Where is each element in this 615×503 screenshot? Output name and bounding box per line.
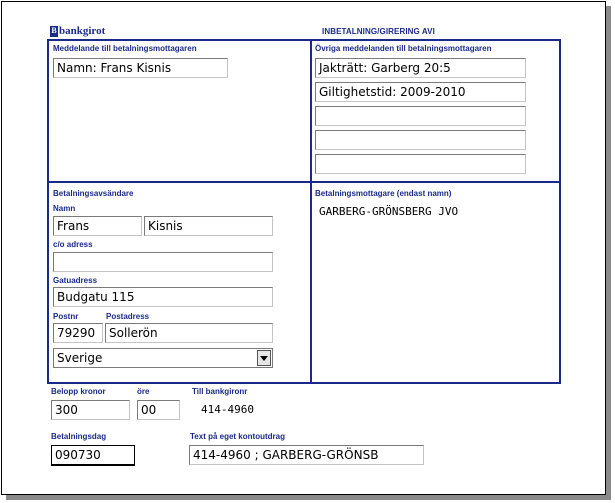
co-address-input[interactable] (53, 252, 273, 272)
dropdown-button[interactable] (257, 350, 271, 366)
country-select[interactable] (53, 348, 273, 368)
section-divider (49, 181, 559, 183)
brand-name: bankgirot (59, 25, 106, 37)
recipient-name: GARBERG-GRÖNSBERG JVO (319, 205, 459, 218)
other-message-line-4[interactable] (315, 130, 526, 150)
first-name-input[interactable]: Frans (53, 216, 142, 236)
postnr-label: Postnr (53, 312, 79, 321)
other-message-line-1[interactable]: Jakträtt: Garberg 20:5 (315, 58, 526, 78)
other-message-line-3[interactable] (315, 106, 526, 126)
amount-kronor-label: Belopp kronor (51, 387, 106, 396)
other-messages-label: Övriga meddelanden till betalningsmottagaren (315, 44, 492, 53)
payer-section-label: Betalningsavsändare (53, 189, 134, 198)
form-title: INBETALNING/GIRERING AVI (322, 27, 435, 36)
other-message-line-2[interactable]: Giltighetstid: 2009-2010 (315, 82, 526, 102)
street-input[interactable]: Budgatu 115 (53, 287, 273, 307)
bankgiro-number: 414-4960 (201, 403, 254, 416)
message-input[interactable]: Namn: Frans Kisnis (53, 58, 228, 78)
postadress-label: Postadress (106, 312, 150, 321)
amount-ore-input[interactable]: 00 (137, 400, 180, 420)
bankgirot-logo (50, 25, 105, 37)
statement-text-input[interactable]: 414-4960 ; GARBERG-GRÖNSB (189, 445, 424, 465)
payment-day-input[interactable]: 090730 (51, 445, 135, 466)
last-name-input[interactable]: Kisnis (144, 216, 273, 236)
recipient-label: Betalningsmottagare (endast namn) (315, 189, 452, 198)
co-address-label: c/o adress (53, 240, 93, 249)
statement-text-label: Text på eget kontoutdrag (190, 432, 285, 441)
other-message-line-5[interactable] (315, 154, 526, 174)
bankgiro-label: Till bankgironr (192, 387, 248, 396)
postnr-input[interactable]: 79290 (53, 323, 103, 343)
street-label: Gatuadress (53, 276, 98, 285)
column-divider (310, 41, 312, 382)
name-label: Namn (53, 204, 76, 213)
amount-kronor-input[interactable]: 300 (51, 400, 130, 420)
chevron-down-icon (260, 356, 268, 361)
country-select-value: Sverige (57, 351, 103, 365)
postadress-input[interactable]: Sollerön (105, 323, 273, 343)
payment-day-label: Betalningsdag (51, 432, 107, 441)
message-label: Meddelande till betalningsmottagaren (53, 44, 197, 53)
bankgirot-logo-icon: B (51, 26, 57, 35)
amount-ore-label: öre (137, 387, 150, 396)
